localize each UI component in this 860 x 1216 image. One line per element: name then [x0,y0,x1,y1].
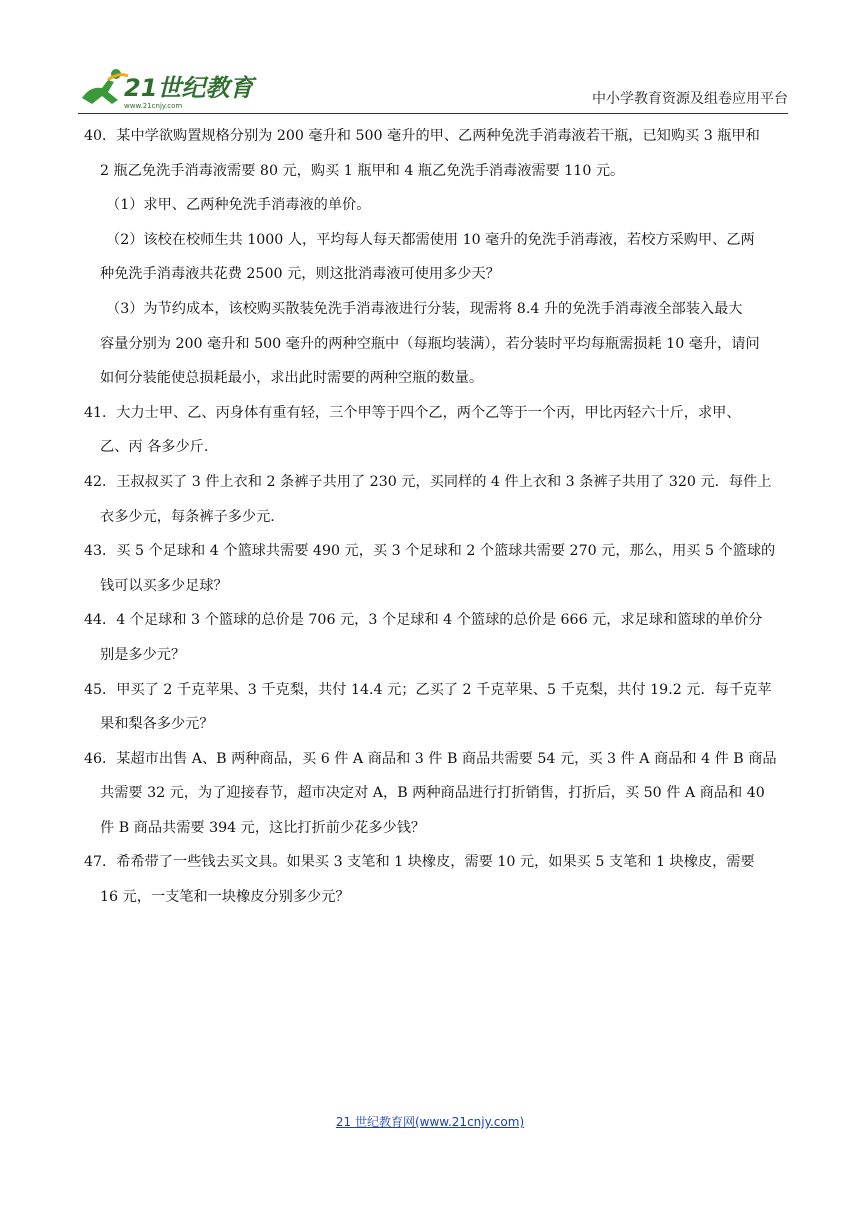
question-text: 买 5 个足球和 4 个篮球共需要 490 元，买 3 个足球和 2 个篮球共需要 270 元，那么，用买 5 个篮球的 [116,543,776,560]
question-40 [84,119,788,188]
runner-logo-icon [78,66,268,112]
question-42 [84,465,788,534]
logo-url: www.21cnjy.com [124,102,183,110]
question-number: 44． [84,612,117,629]
question-44 [84,603,788,672]
question-text: 乙、丙 各多少斤. [100,439,209,456]
question-number: 47． [84,854,117,871]
question-text: 果和梨各多少元？ [100,716,214,733]
question-number: 45． [84,681,117,698]
question-text: 大力士甲、乙、丙身体有重有轻，三个甲等于四个乙，两个乙等于一个丙，甲比丙轻六十斤，求甲、 [116,404,741,421]
page-header [78,62,788,114]
question-text: 2 瓶乙免洗手消毒液需要 80 元，购买 1 瓶甲和 4 瓶乙免洗手消毒液需要 110 元。 [100,162,625,179]
question-47 [84,845,788,914]
question-41 [84,396,788,465]
question-text: 希希带了一些钱去买文具。如果买 3 支笔和 1 块橡皮，需要 10 元，如果买 5 支笔和 1 块橡皮，需要 [116,854,755,871]
subquestion-text: 如何分装能使总损耗最小，求出此时需要的两种空瓶的数量。 [100,370,484,387]
question-number: 40． [84,128,117,144]
question-text: 别是多少元？ [100,646,186,663]
question-40-part-2 [84,223,788,292]
subquestion-text: （2）该校在校师生共 1000 人，平均每人每天都需使用 10 毫升的免洗手消毒液，若校方采购甲、乙两 [106,231,755,248]
question-text: 16 元，一支笔和一块橡皮分别多少元？ [100,889,350,906]
footer-link[interactable]: 21 世纪教育网(www.21cnjy.com) [335,1115,525,1129]
subquestion-text: 种免洗手消毒液共花费 2500 元，则这批消毒液可使用多少天？ [100,266,500,283]
subquestion-text: 容量分别为 200 毫升和 500 毫升的两种空瓶中（每瓶均装满），若分装时平均每瓶需损耗 10 毫升，请问 [100,335,760,352]
question-text: 衣多少元，每条裤子多少元. [100,508,275,525]
question-text: 共需要 32 元，为了迎接春节，超市决定对 A，B 两种商品进行打折销售，打折后，买 50 件 A 商品和 40 [100,785,765,802]
question-text: 某超市出售 A、B 两种商品，买 6 件 A 商品和 3 件 B 商品共需要 54 元，买 3 件 A 商品和 4 件 B 商品 [116,750,777,767]
question-number: 43． [84,543,117,560]
question-text: 钱可以买多少足球？ [100,577,228,594]
question-text: 王叔叔买了 3 件上衣和 2 条裤子共用了 230 元，买同样的 4 件上衣和 3 条裤子共用了 320 元．每件上 [116,473,772,490]
logo [78,66,268,112]
question-43 [84,534,788,603]
question-text: 4 个足球和 3 个篮球的总价是 706 元，3 个足球和 4 个篮球的总价是 666 元，求足球和篮球的单价分 [116,612,763,629]
page-footer [0,1113,860,1130]
question-40-part-1 [84,188,788,223]
question-number: 46． [84,750,117,767]
header-rule [78,113,788,114]
question-46 [84,742,788,846]
question-text: 件 B 商品共需要 394 元，这比打折前少花多少钱？ [100,819,426,836]
logo-text: 21世纪教育 [124,74,254,102]
question-40-part-3 [84,292,788,396]
platform-name: 中小学教育资源及组卷应用平台 [592,91,788,107]
question-text: 某中学欲购置规格分别为 200 毫升和 500 毫升的甲、乙两种免洗手消毒液若干瓶，已知购买 3 瓶甲和 [116,128,760,144]
question-45 [84,673,788,742]
question-number: 41． [84,404,117,421]
question-number: 42． [84,473,117,490]
subquestion-text: （3）为节约成本，该校购买散装免洗手消毒液进行分装，现需将 8.4 升的免洗手消毒液全部装入最大 [106,300,743,317]
question-text: 甲买了 2 千克苹果、3 千克梨，共付 14.4 元；乙买了 2 千克苹果、5 千克梨，共付 19.2 元．每千克苹 [116,681,772,698]
question-list [84,119,788,915]
subquestion-text: （1）求甲、乙两种免洗手消毒液的单价。 [106,197,371,214]
